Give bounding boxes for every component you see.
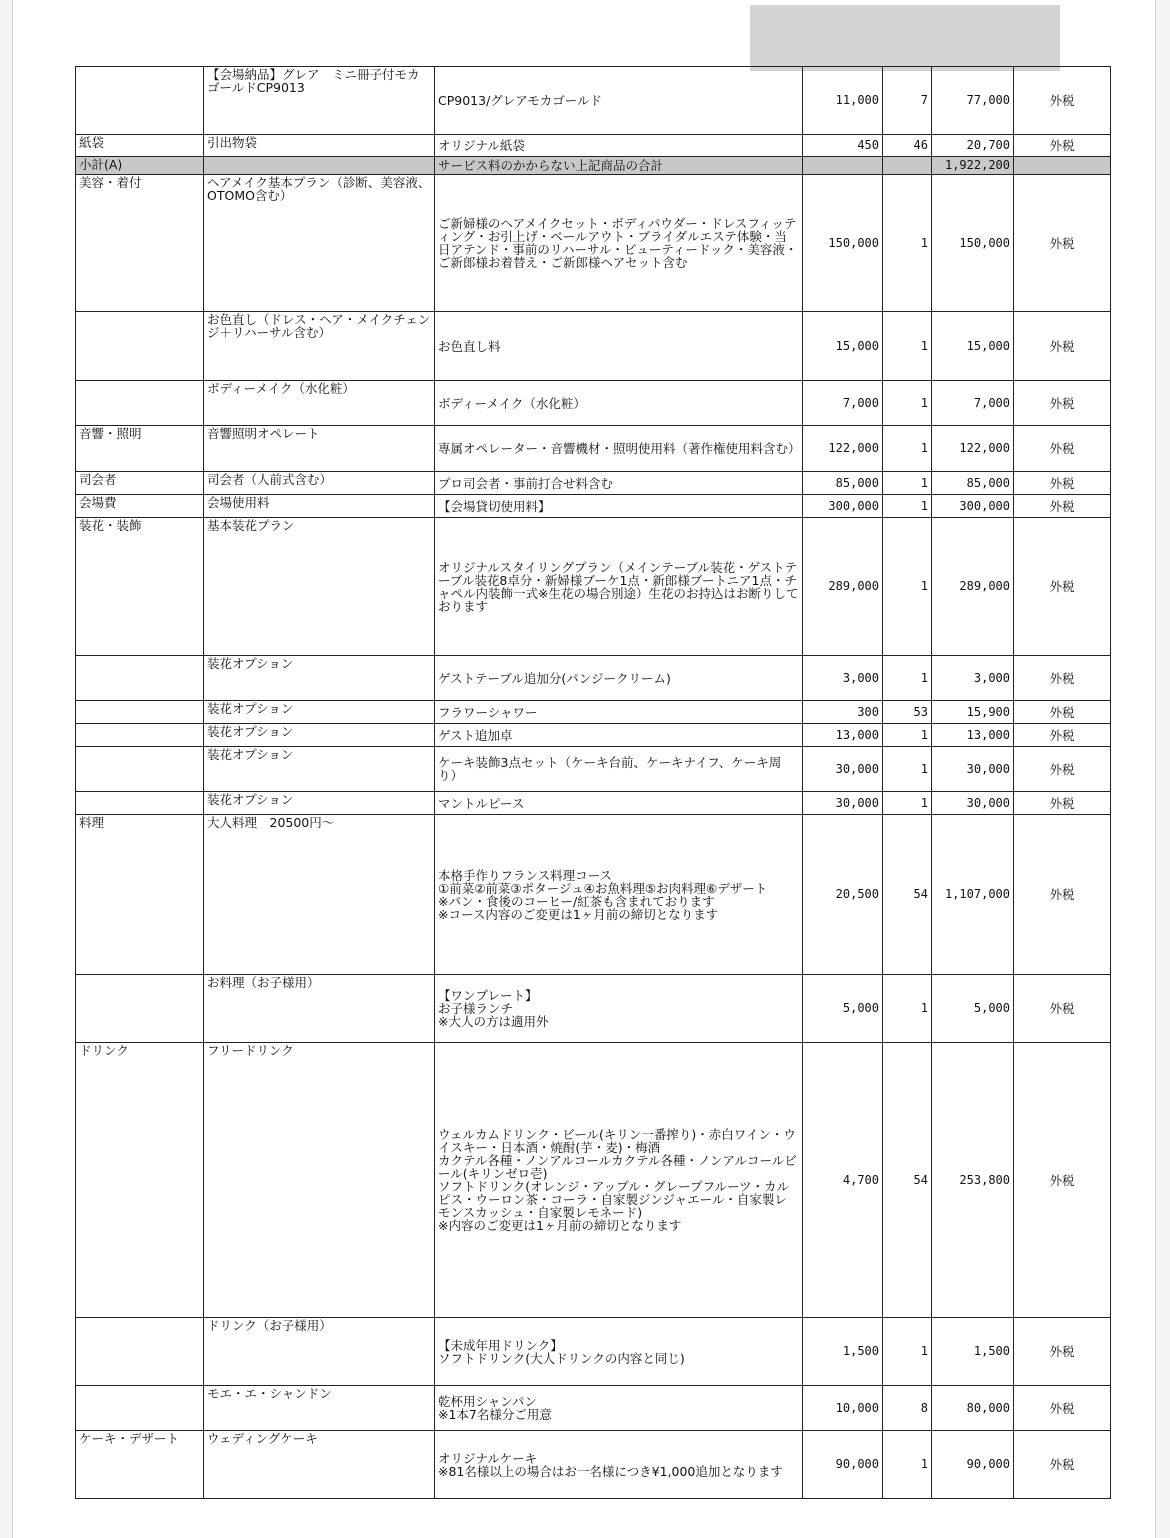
tax-cell: 外税: [1014, 518, 1111, 656]
unit-price-cell: 300,000: [803, 495, 883, 518]
category-cell: 装花・装飾: [76, 518, 204, 656]
item-name-cell: 装花オプション: [204, 747, 435, 792]
description-cell: 【ワンプレート】 お子様ランチ ※大人の方は適用外: [435, 975, 803, 1043]
description-cell: ゲストテーブル追加分(パンジークリーム): [435, 656, 803, 701]
quantity-cell: 1: [883, 175, 932, 312]
unit-price-cell: 13,000: [803, 724, 883, 747]
amount-cell: 30,000: [932, 792, 1014, 815]
amount-cell: 20,700: [932, 135, 1014, 157]
table-row: [76, 701, 1111, 724]
item-name-cell: ボディーメイク（水化粧）: [204, 381, 435, 426]
quantity-cell: 53: [883, 701, 932, 724]
quantity-cell: 1: [883, 472, 932, 495]
unit-price-cell: [803, 157, 883, 175]
quantity-cell: 1: [883, 381, 932, 426]
item-name-cell: お色直し（ドレス・ヘア・メイクチェンジ＋リハーサル含む）: [204, 312, 435, 381]
amount-cell: 3,000: [932, 656, 1014, 701]
table-row: [76, 656, 1111, 701]
unit-price-cell: 450: [803, 135, 883, 157]
unit-price-cell: 5,000: [803, 975, 883, 1043]
description-cell: お色直し料: [435, 312, 803, 381]
category-cell: [76, 312, 204, 381]
tax-cell: 外税: [1014, 472, 1111, 495]
redacted-area: [750, 5, 1060, 71]
table-row: [76, 472, 1111, 495]
unit-price-cell: 3,000: [803, 656, 883, 701]
category-cell: 紙袋: [76, 135, 204, 157]
amount-cell: 289,000: [932, 518, 1014, 656]
unit-price-cell: 150,000: [803, 175, 883, 312]
tax-cell: 外税: [1014, 656, 1111, 701]
document-page: [12, 0, 1156, 1538]
amount-cell: 1,500: [932, 1318, 1014, 1386]
item-name-cell: 大人料理 20500円～: [204, 815, 435, 975]
item-name-cell: ドリンク（お子様用）: [204, 1318, 435, 1386]
tax-cell: 外税: [1014, 381, 1111, 426]
tax-cell: 外税: [1014, 67, 1111, 135]
unit-price-cell: 15,000: [803, 312, 883, 381]
quantity-cell: 1: [883, 312, 932, 381]
category-cell: ケーキ・デザート: [76, 1431, 204, 1499]
amount-cell: 85,000: [932, 472, 1014, 495]
amount-cell: 15,900: [932, 701, 1014, 724]
quantity-cell: 1: [883, 975, 932, 1043]
description-cell: サービス料のかからない上記商品の合計: [435, 157, 803, 175]
tax-cell: 外税: [1014, 1431, 1111, 1499]
description-cell: CP9013/グレアモカゴールド: [435, 67, 803, 135]
table-row: [76, 426, 1111, 472]
category-cell: [76, 656, 204, 701]
table-row: [76, 1431, 1111, 1499]
description-cell: フラワーシャワー: [435, 701, 803, 724]
item-name-cell: 司会者（人前式含む）: [204, 472, 435, 495]
quantity-cell: 1: [883, 518, 932, 656]
quantity-cell: 54: [883, 1043, 932, 1318]
description-cell: オリジナルケーキ ※81名様以上の場合はお一名様につき¥1,000追加となります: [435, 1431, 803, 1499]
quantity-cell: 1: [883, 724, 932, 747]
tax-cell: 外税: [1014, 426, 1111, 472]
table-row: [76, 724, 1111, 747]
quantity-cell: 1: [883, 1318, 932, 1386]
description-cell: 【会場貸切使用料】: [435, 495, 803, 518]
tax-cell: [1014, 157, 1111, 175]
quantity-cell: 7: [883, 67, 932, 135]
category-cell: [76, 747, 204, 792]
item-name-cell: 【会場納品】グレア ミニ冊子付モカゴールドCP9013: [204, 67, 435, 135]
unit-price-cell: 90,000: [803, 1431, 883, 1499]
description-cell: ご新婦様のヘアメイクセット・ボディパウダー・ドレスフィッティング・お引上げ・ベールアウト・ブライダルエステ体験・当日アテンド・事前のリハーサル・ビューティードック・美容液・ご新郎様お着替え・ご新郎様ヘアセット含む: [435, 175, 803, 312]
tax-cell: 外税: [1014, 701, 1111, 724]
table-row: [76, 1386, 1111, 1431]
subtotal-label: 小計(A): [76, 157, 204, 175]
tax-cell: 外税: [1014, 975, 1111, 1043]
unit-price-cell: 289,000: [803, 518, 883, 656]
table-row: [76, 67, 1111, 135]
description-cell: 専属オペレーター・音響機材・照明使用料（著作権使用料含む）: [435, 426, 803, 472]
tax-cell: 外税: [1014, 1318, 1111, 1386]
tax-cell: 外税: [1014, 1386, 1111, 1431]
description-cell: ボディーメイク（水化粧）: [435, 381, 803, 426]
unit-price-cell: 85,000: [803, 472, 883, 495]
quantity-cell: 54: [883, 815, 932, 975]
item-name-cell: 音響照明オペレート: [204, 426, 435, 472]
category-cell: [76, 1318, 204, 1386]
description-cell: 乾杯用シャンパン ※1本7名様分ご用意: [435, 1386, 803, 1431]
description-cell: ケーキ装飾3点セット（ケーキ台前、ケーキナイフ、ケーキ周り）: [435, 747, 803, 792]
description-cell: オリジナルスタイリングプラン（メインテーブル装花・ゲストテーブル装花8卓分・新婦様ブーケ1点・新郎様ブートニア1点・チャペル内装飾一式※生花の場合別途）生花のお持込はお断りしております: [435, 518, 803, 656]
unit-price-cell: 1,500: [803, 1318, 883, 1386]
description-cell: オリジナル紙袋: [435, 135, 803, 157]
amount-cell: 90,000: [932, 1431, 1014, 1499]
quantity-cell: 1: [883, 426, 932, 472]
category-cell: [76, 792, 204, 815]
category-cell: 司会者: [76, 472, 204, 495]
amount-cell: 253,800: [932, 1043, 1014, 1318]
amount-cell: 150,000: [932, 175, 1014, 312]
unit-price-cell: 7,000: [803, 381, 883, 426]
item-name-cell: 装花オプション: [204, 656, 435, 701]
quantity-cell: 46: [883, 135, 932, 157]
item-name-cell: 装花オプション: [204, 792, 435, 815]
amount-cell: 122,000: [932, 426, 1014, 472]
category-cell: [76, 1386, 204, 1431]
amount-cell: 300,000: [932, 495, 1014, 518]
item-name-cell: 装花オプション: [204, 724, 435, 747]
item-name-cell: ヘアメイク基本プラン（診断、美容液、OTOMO含む）: [204, 175, 435, 312]
category-cell: 会場費: [76, 495, 204, 518]
table-row: [76, 975, 1111, 1043]
quantity-cell: 1: [883, 656, 932, 701]
quantity-cell: 8: [883, 1386, 932, 1431]
category-cell: [76, 724, 204, 747]
table-row: [76, 1318, 1111, 1386]
category-cell: 料理: [76, 815, 204, 975]
table-row: [76, 747, 1111, 792]
table-row: [76, 381, 1111, 426]
item-name-cell: ウェディングケーキ: [204, 1431, 435, 1499]
amount-cell: 15,000: [932, 312, 1014, 381]
table-row: [76, 518, 1111, 656]
tax-cell: 外税: [1014, 175, 1111, 312]
table-row: [76, 1043, 1111, 1318]
quantity-cell: 1: [883, 747, 932, 792]
amount-cell: 13,000: [932, 724, 1014, 747]
amount-cell: 80,000: [932, 1386, 1014, 1431]
unit-price-cell: 30,000: [803, 747, 883, 792]
subtotal-row: [76, 157, 1111, 175]
category-cell: 音響・照明: [76, 426, 204, 472]
item-name-cell: 基本装花プラン: [204, 518, 435, 656]
category-cell: 美容・着付: [76, 175, 204, 312]
item-name-cell: 会場使用料: [204, 495, 435, 518]
category-cell: [76, 975, 204, 1043]
item-name-cell: モエ・エ・シャンドン: [204, 1386, 435, 1431]
subtotal-amount: 1,922,200: [932, 157, 1014, 175]
category-cell: [76, 67, 204, 135]
amount-cell: 5,000: [932, 975, 1014, 1043]
table-row: [76, 312, 1111, 381]
amount-cell: 30,000: [932, 747, 1014, 792]
description-cell: 【未成年用ドリンク】 ソフトドリンク(大人ドリンクの内容と同じ): [435, 1318, 803, 1386]
category-cell: ドリンク: [76, 1043, 204, 1318]
quantity-cell: [883, 157, 932, 175]
quantity-cell: 1: [883, 1431, 932, 1499]
unit-price-cell: 11,000: [803, 67, 883, 135]
tax-cell: 外税: [1014, 724, 1111, 747]
tax-cell: 外税: [1014, 312, 1111, 381]
item-name-cell: 引出物袋: [204, 135, 435, 157]
table-row: [76, 175, 1111, 312]
unit-price-cell: 300: [803, 701, 883, 724]
item-name-cell: [204, 157, 435, 175]
tax-cell: 外税: [1014, 1043, 1111, 1318]
estimate-table: [75, 66, 1111, 1499]
unit-price-cell: 10,000: [803, 1386, 883, 1431]
unit-price-cell: 20,500: [803, 815, 883, 975]
item-name-cell: フリードリンク: [204, 1043, 435, 1318]
tax-cell: 外税: [1014, 747, 1111, 792]
amount-cell: 77,000: [932, 67, 1014, 135]
table-row: [76, 495, 1111, 518]
description-cell: 本格手作りフランス料理コース ①前菜②前菜③ポタージュ④お魚料理⑤お肉料理⑥デザート ※パン・食後のコーヒー/紅茶も含まれております ※コース内容のご変更は1ヶ月前の締切となります: [435, 815, 803, 975]
unit-price-cell: 122,000: [803, 426, 883, 472]
table-row: [76, 792, 1111, 815]
unit-price-cell: 30,000: [803, 792, 883, 815]
tax-cell: 外税: [1014, 495, 1111, 518]
table-row: [76, 815, 1111, 975]
tax-cell: 外税: [1014, 815, 1111, 975]
item-name-cell: 装花オプション: [204, 701, 435, 724]
description-cell: ゲスト追加卓: [435, 724, 803, 747]
description-cell: プロ司会者・事前打合せ料含む: [435, 472, 803, 495]
item-name-cell: お料理（お子様用）: [204, 975, 435, 1043]
description-cell: マントルピース: [435, 792, 803, 815]
unit-price-cell: 4,700: [803, 1043, 883, 1318]
quantity-cell: 1: [883, 495, 932, 518]
category-cell: [76, 701, 204, 724]
table-row: [76, 135, 1111, 157]
tax-cell: 外税: [1014, 792, 1111, 815]
amount-cell: 1,107,000: [932, 815, 1014, 975]
amount-cell: 7,000: [932, 381, 1014, 426]
description-cell: ウェルカムドリンク・ビール(キリン一番搾り)・赤白ワイン・ウイスキー・日本酒・焼酎(芋・麦)・梅酒 カクテル各種・ノンアルコールカクテル各種・ノンアルコールビール(キリンゼロ壱) ソフトドリンク(オレンジ・アップル・グレープフルーツ・カルピス・ウーロン茶・コーラ・自家製ジンジャエール・自家製レモンスカッシュ・自家製レモネード) ※内容のご変更は1ヶ月前の締切となります: [435, 1043, 803, 1318]
category-cell: [76, 381, 204, 426]
quantity-cell: 1: [883, 792, 932, 815]
tax-cell: 外税: [1014, 135, 1111, 157]
